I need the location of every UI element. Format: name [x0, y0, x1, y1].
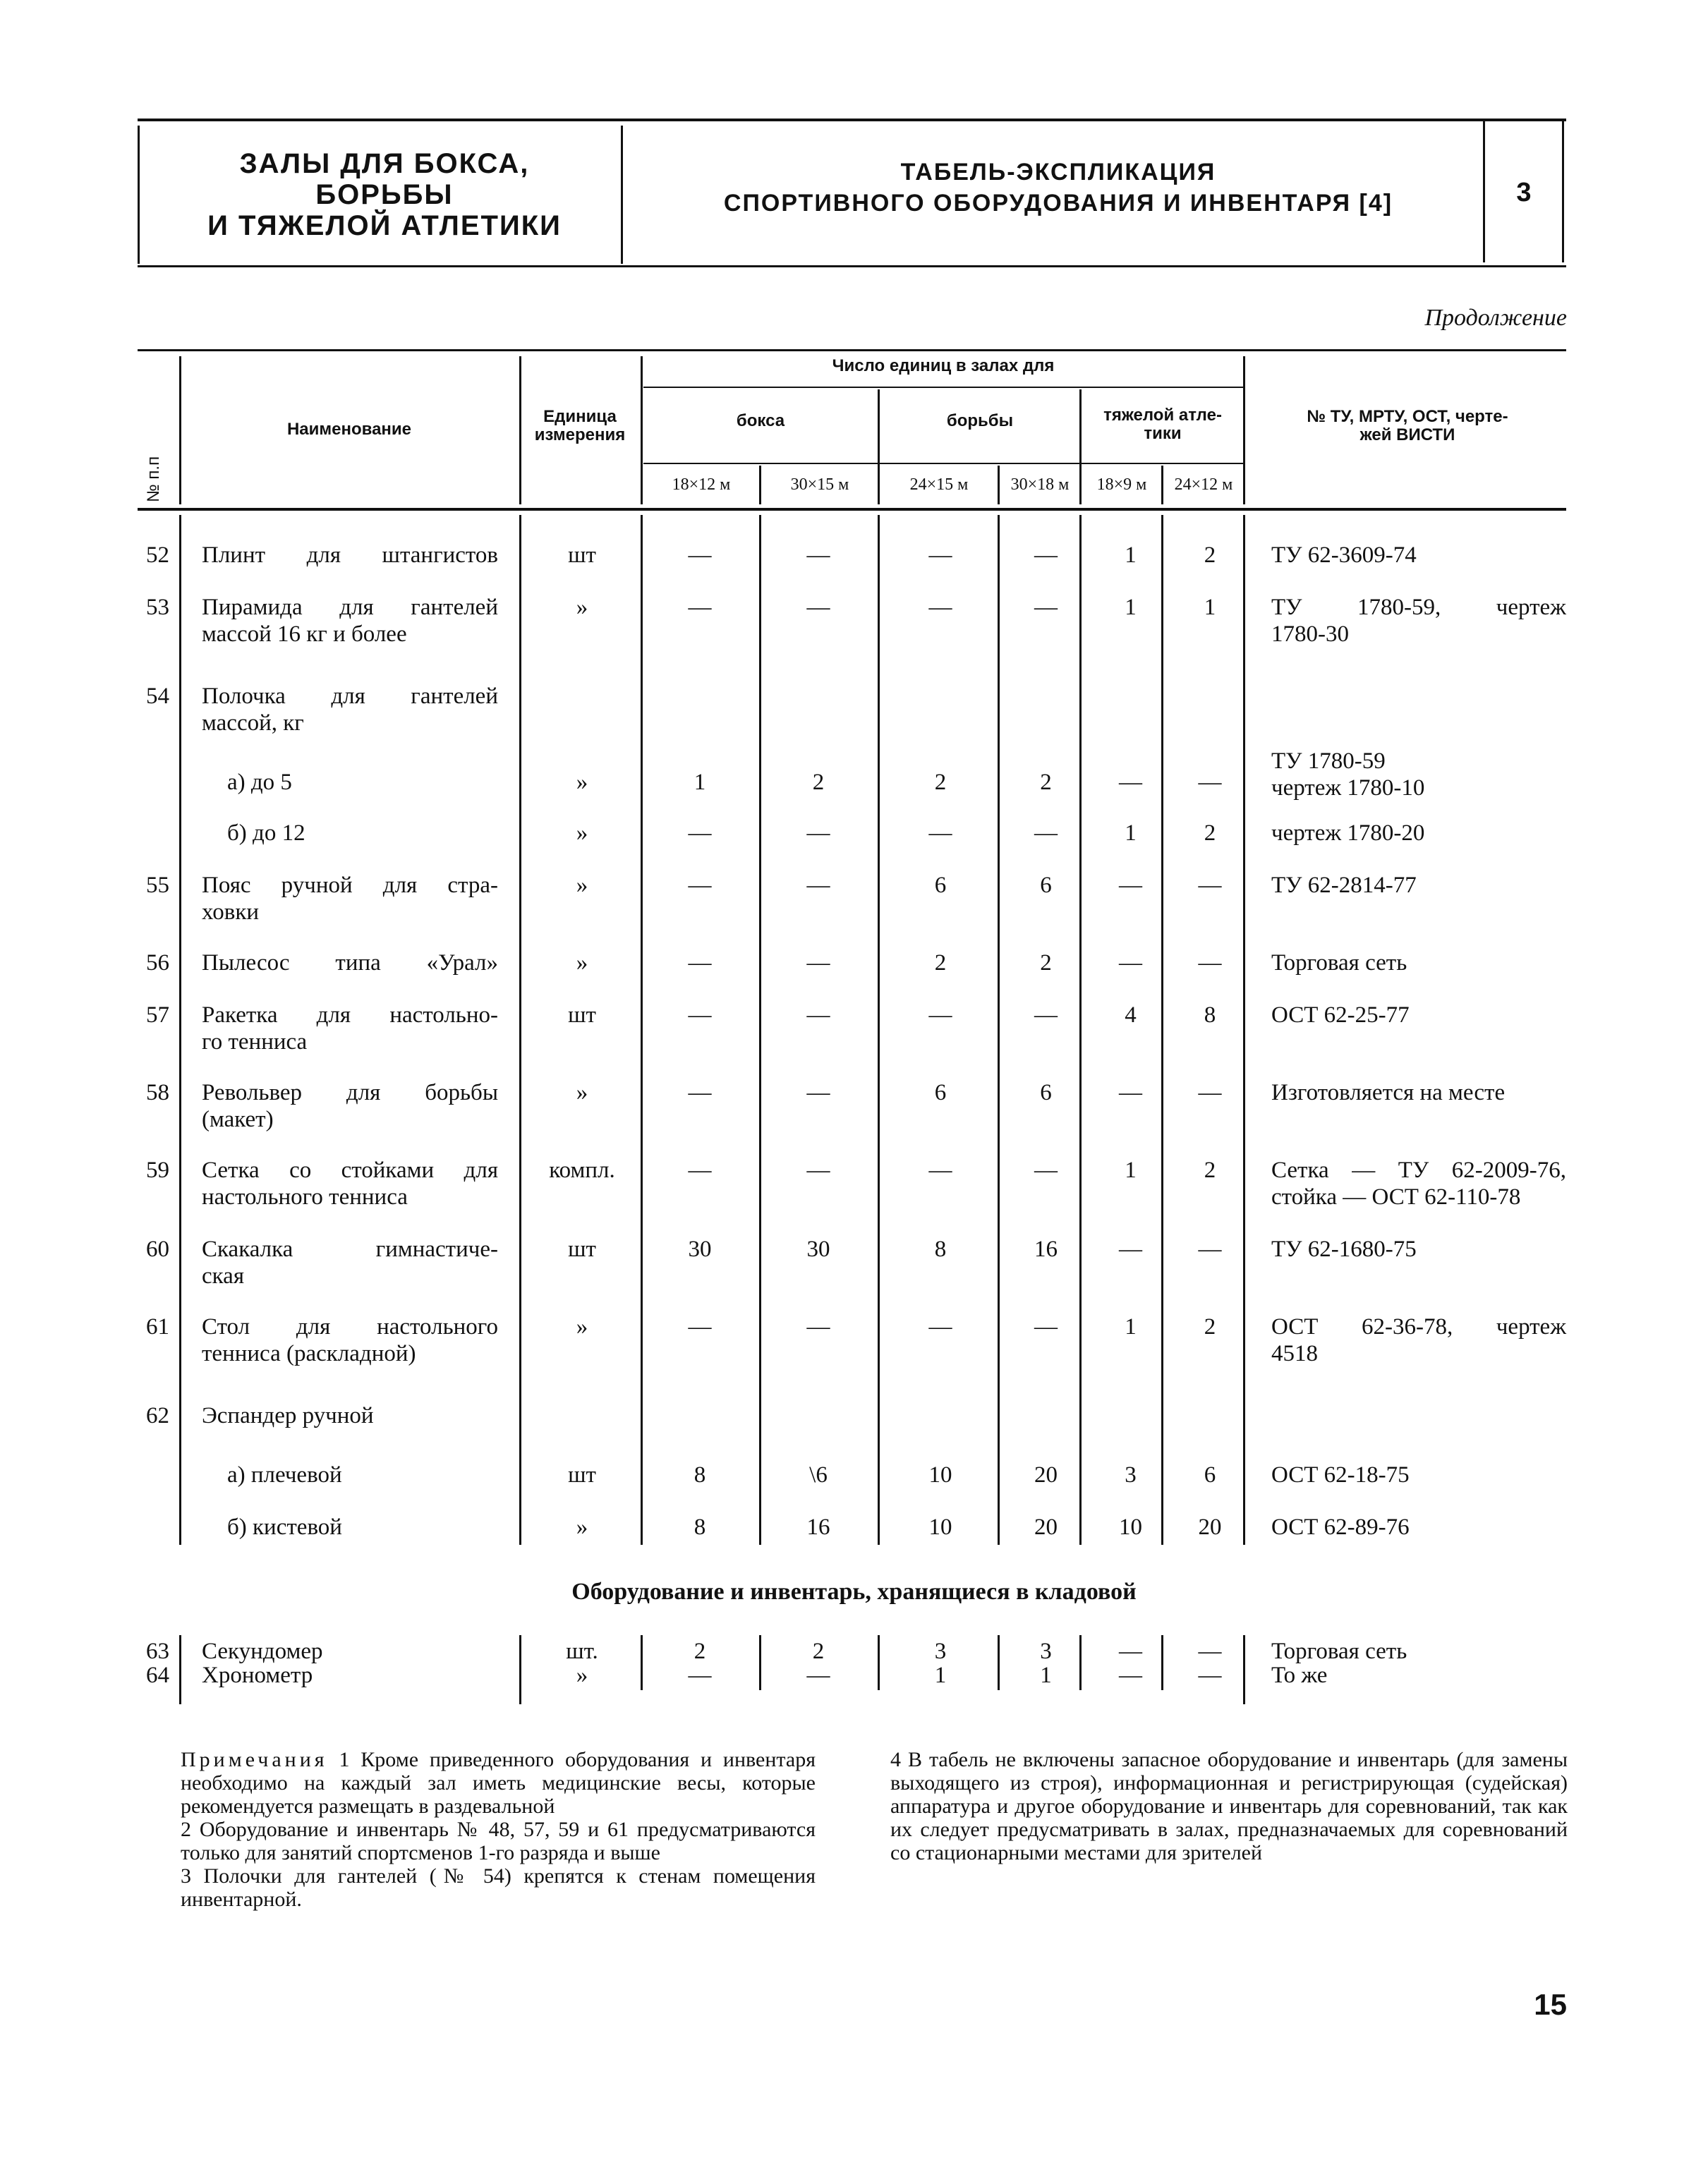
- row-value: —: [1198, 1080, 1222, 1105]
- row-number: 57: [146, 1002, 169, 1028]
- row-reference: [1271, 1157, 1566, 1210]
- col-header-boxing: бокса: [736, 411, 785, 430]
- row-value: 8: [1204, 1002, 1216, 1028]
- row-value: 2: [1204, 820, 1216, 846]
- row-value: 6: [1204, 1462, 1216, 1488]
- col-line-num: [179, 356, 181, 504]
- body-line-v2: [998, 515, 1000, 1545]
- row-name-line: а) до 5: [227, 770, 292, 795]
- note-4: 4 В табель не включены запасное оборудование и инвентарь (для замены выходящего из строя), информационная и регистрирующая (судейская) аппаратура и другое оборудование и инвентарь для соревнований, так как их следует предусматривать в залах, предназначаемых для соревнований со стационарными местами для зрителей: [890, 1748, 1568, 1864]
- row-reference-line: Торговая сеть: [1271, 950, 1407, 976]
- row-reference-line: 1780-30: [1271, 621, 1349, 647]
- header-divider-2: [1483, 121, 1485, 262]
- count-group-rule: [643, 387, 1244, 388]
- notes-label: Примечания: [181, 1748, 328, 1771]
- row-number: 56: [146, 950, 169, 976]
- row-name: [202, 1402, 498, 1429]
- page-number: 15: [1534, 1988, 1567, 2021]
- row-reference: [1271, 1514, 1566, 1541]
- row-reference-line: чертеж 1780-20: [1271, 820, 1425, 846]
- row-value: 30: [688, 1237, 712, 1262]
- row-reference-line: стойка — ОСТ 62-110-78: [1271, 1184, 1521, 1210]
- storage-row-value: —: [688, 1663, 712, 1688]
- storage-row-value: 1: [934, 1663, 947, 1688]
- row-name-line: массой, кг: [202, 710, 304, 736]
- row-unit: »: [576, 820, 588, 846]
- body-line-v4: [1161, 515, 1163, 1545]
- body-line-ref: [1243, 515, 1245, 1545]
- body-line-v1: [878, 515, 880, 1545]
- row-name-line: Пылесос типа «Урал»: [202, 950, 498, 976]
- storage-row-value: 3: [934, 1639, 947, 1664]
- row-value: —: [1119, 873, 1142, 898]
- note-3: 3 Полочки для гантелей (№ 54) крепятся к стенам помещения инвентарной.: [181, 1864, 816, 1911]
- row-value: —: [806, 595, 830, 620]
- row-value: 30: [806, 1237, 830, 1262]
- storage-row-value: —: [806, 1663, 830, 1688]
- storage-col-line: [1079, 1635, 1082, 1690]
- row-reference-line: ТУ 62-1680-75: [1271, 1237, 1417, 1262]
- size-18x9: 18×9 м: [1096, 475, 1147, 494]
- row-reference-line: ОСТ 62-18-75: [1271, 1462, 1410, 1488]
- table-header-bottom-rule: [138, 508, 1566, 511]
- row-value: 6: [934, 1080, 947, 1105]
- row-value: —: [1034, 1314, 1058, 1340]
- row-value: 1: [1125, 820, 1137, 846]
- row-value: 8: [934, 1237, 947, 1262]
- row-value: 2: [812, 770, 825, 795]
- size-24x12: 24×12 м: [1174, 475, 1233, 494]
- row-unit: шт: [568, 542, 596, 568]
- row-value: —: [928, 820, 952, 846]
- row-value: —: [1198, 873, 1222, 898]
- row-value: —: [1198, 1237, 1222, 1262]
- row-name-line: Сетка со стойками для: [202, 1158, 498, 1183]
- continuation-label: Продолжение: [1424, 305, 1567, 331]
- row-value: —: [806, 1080, 830, 1105]
- row-name-line: б) кистевой: [227, 1515, 342, 1540]
- storage-row-unit: шт.: [566, 1639, 598, 1664]
- row-value: —: [688, 820, 712, 846]
- row-value: —: [688, 1080, 712, 1105]
- row-value: 16: [806, 1515, 830, 1540]
- row-number: 62: [146, 1403, 169, 1428]
- row-value: —: [928, 1314, 952, 1340]
- storage-row-value: 3: [1040, 1639, 1052, 1664]
- col-header-unit: Единица измерения: [534, 407, 626, 444]
- row-value: —: [806, 1158, 830, 1183]
- storage-row-value: 2: [694, 1639, 706, 1664]
- storage-row-value: —: [1198, 1639, 1222, 1664]
- row-value: —: [806, 873, 830, 898]
- header-right-border: [1562, 121, 1564, 262]
- col-header-ref: № ТУ, МРТУ, ОСТ, черте- жей ВИСТИ: [1307, 407, 1508, 444]
- storage-col-line: [998, 1635, 1000, 1690]
- storage-row-name: Секундомер: [202, 1639, 323, 1664]
- row-unit: компл.: [549, 1158, 615, 1183]
- row-value: —: [806, 1002, 830, 1028]
- body-line-v0: [759, 515, 761, 1545]
- row-value: 6: [1040, 1080, 1052, 1105]
- row-value: —: [688, 595, 712, 620]
- row-name-line: массой 16 кг и более: [202, 621, 407, 647]
- row-unit: »: [576, 770, 588, 795]
- col-header-name: Наименование: [286, 420, 412, 439]
- row-reference: [1271, 872, 1566, 899]
- storage-col-line: [641, 1635, 643, 1690]
- note-2: 2 Оборудование и инвентарь № 48, 57, 59 и 61 предусматриваются только для занятий спортсменов 1-го разряда и выше: [181, 1818, 816, 1864]
- row-number: 58: [146, 1080, 169, 1105]
- storage-col-line: [179, 1635, 181, 1704]
- row-reference: [1271, 748, 1566, 801]
- row-unit: »: [576, 873, 588, 898]
- row-reference: [1271, 820, 1566, 846]
- storage-row-reference: То же: [1271, 1663, 1328, 1688]
- row-unit: »: [576, 950, 588, 976]
- row-name: [227, 820, 523, 846]
- row-name-line: Полочка для гантелей: [202, 684, 498, 709]
- row-value: 1: [1125, 595, 1137, 620]
- row-unit: шт: [568, 1002, 596, 1028]
- storage-row-number: 63: [146, 1639, 169, 1664]
- row-name: [202, 594, 498, 648]
- row-reference: [1271, 1002, 1566, 1028]
- row-value: 10: [1119, 1515, 1142, 1540]
- row-value: 8: [694, 1462, 706, 1488]
- row-name: [202, 1079, 498, 1133]
- note-1: 1 Кроме приведенного оборудования и инвентаря необходимо на каждый зал иметь медицинские весы, которые рекомендуется размещать в раздевальной: [181, 1748, 816, 1818]
- row-reference-line: 4518: [1271, 1341, 1318, 1366]
- row-value: 1: [1125, 1314, 1137, 1340]
- row-name-line: а) плечевой: [227, 1462, 342, 1488]
- size-30x15: 30×15 м: [790, 475, 849, 494]
- row-reference-line: ТУ 62-2814-77: [1271, 873, 1417, 898]
- row-value: 1: [694, 770, 706, 795]
- row-value: 6: [934, 873, 947, 898]
- storage-row-value: —: [1119, 1639, 1142, 1664]
- row-reference-line: ТУ 1780-59, чертеж: [1271, 595, 1566, 620]
- row-name-line: ская: [202, 1263, 245, 1289]
- row-reference-line: ОСТ 62-36-78, чертеж: [1271, 1314, 1566, 1340]
- row-value: 3: [1125, 1462, 1137, 1488]
- row-value: —: [688, 1314, 712, 1340]
- row-name-line: (макет): [202, 1107, 274, 1132]
- row-name: [202, 949, 498, 976]
- row-name-line: го тенниса: [202, 1029, 308, 1055]
- row-number: 61: [146, 1314, 169, 1340]
- row-unit: шт: [568, 1237, 596, 1262]
- row-name-line: Пояс ручной для стра-: [202, 873, 498, 898]
- storage-row-unit: »: [576, 1663, 588, 1688]
- row-name-line: Ракетка для настольно-: [202, 1002, 498, 1028]
- row-value: 10: [928, 1515, 952, 1540]
- row-reference-line: ТУ 1780-59: [1271, 748, 1386, 774]
- col-line-size-3: [998, 466, 1000, 504]
- row-value: —: [688, 542, 712, 568]
- row-value: —: [1034, 595, 1058, 620]
- row-value: —: [1198, 950, 1222, 976]
- row-value: 20: [1034, 1515, 1058, 1540]
- row-reference: [1271, 1462, 1566, 1488]
- row-number: 53: [146, 595, 169, 620]
- row-unit: шт: [568, 1462, 596, 1488]
- row-value: —: [688, 873, 712, 898]
- header-left-border: [138, 126, 140, 264]
- row-value: 2: [1040, 770, 1052, 795]
- col-header-num: № п.п: [144, 456, 163, 502]
- row-name: [202, 1157, 498, 1210]
- row-name: [202, 542, 498, 569]
- row-name: [202, 1002, 498, 1055]
- row-reference-line: Сетка — ТУ 62-2009-76,: [1271, 1158, 1566, 1183]
- row-name-line: тенниса (раскладной): [202, 1341, 416, 1366]
- storage-col-line: [519, 1635, 521, 1704]
- row-name: [227, 769, 523, 796]
- row-value: —: [806, 1314, 830, 1340]
- row-number: 52: [146, 542, 169, 568]
- row-value: \6: [809, 1462, 828, 1488]
- row-reference: [1271, 594, 1566, 648]
- row-name: [202, 1313, 498, 1367]
- row-name: [202, 1236, 498, 1289]
- row-reference: [1271, 949, 1566, 976]
- row-value: —: [928, 1002, 952, 1028]
- row-unit: »: [576, 595, 588, 620]
- col-line-unit: [641, 356, 643, 504]
- row-value: 2: [1204, 542, 1216, 568]
- col-header-count-group: Число единиц в залах для: [832, 356, 1055, 375]
- col-header-wrestling: борьбы: [946, 411, 1014, 430]
- col-line-size-5: [1161, 466, 1163, 504]
- row-number: 60: [146, 1237, 169, 1262]
- row-value: 20: [1034, 1462, 1058, 1488]
- storage-col-line: [878, 1635, 880, 1690]
- row-name: [227, 1514, 523, 1541]
- sheet-number: 3: [1516, 178, 1532, 207]
- row-number: 59: [146, 1158, 169, 1183]
- col-line-wrestling: [1079, 389, 1082, 504]
- row-name-line: Пирамида для гантелей: [202, 595, 498, 620]
- row-name-line: Револьвер для борьбы: [202, 1080, 498, 1105]
- storage-row-value: —: [1198, 1663, 1222, 1688]
- header-bottom-rule: [138, 265, 1566, 267]
- row-value: 4: [1125, 1002, 1137, 1028]
- row-value: —: [1034, 1158, 1058, 1183]
- row-name-line: Плинт для штангистов: [202, 542, 498, 568]
- row-name-line: Стол для настольного: [202, 1314, 498, 1340]
- row-value: —: [1198, 770, 1222, 795]
- storage-row-reference: Торговая сеть: [1271, 1639, 1407, 1664]
- row-value: —: [806, 950, 830, 976]
- col-line-boxing: [878, 389, 880, 504]
- row-value: 2: [1040, 950, 1052, 976]
- header-top-rule: [138, 119, 1566, 121]
- row-number: 54: [146, 684, 169, 709]
- row-value: 16: [1034, 1237, 1058, 1262]
- row-name-line: Скакалка гимнастиче-: [202, 1237, 498, 1262]
- row-reference-line: Изготовляется на месте: [1271, 1080, 1506, 1105]
- section-title: ЗАЛЫ ДЛЯ БОКСА, БОРЬБЫ И ТЯЖЕЛОЙ АТЛЕТИКИ: [207, 148, 562, 241]
- col-line-ref: [1243, 356, 1245, 504]
- body-line-num: [179, 515, 181, 1545]
- col-line-size-1: [759, 466, 761, 504]
- row-value: —: [1034, 1002, 1058, 1028]
- row-value: —: [688, 1002, 712, 1028]
- row-value: 2: [1204, 1158, 1216, 1183]
- row-value: —: [928, 1158, 952, 1183]
- row-value: 2: [934, 950, 947, 976]
- row-name-line: настольного тенниса: [202, 1184, 408, 1210]
- row-value: —: [1034, 542, 1058, 568]
- row-value: —: [688, 1158, 712, 1183]
- row-value: 2: [1204, 1314, 1216, 1340]
- storage-col-line: [759, 1635, 761, 1690]
- row-reference: [1271, 542, 1566, 569]
- row-unit: »: [576, 1314, 588, 1340]
- storage-row-value: 2: [812, 1639, 825, 1664]
- row-name: [202, 683, 498, 736]
- size-18x12: 18×12 м: [672, 475, 731, 494]
- row-value: 20: [1198, 1515, 1222, 1540]
- row-value: —: [1119, 1237, 1142, 1262]
- row-value: —: [688, 950, 712, 976]
- row-value: —: [1119, 1080, 1142, 1105]
- row-value: 1: [1204, 595, 1216, 620]
- row-name: [202, 872, 498, 925]
- row-name-line: Эспандер ручной: [202, 1403, 374, 1428]
- body-line-v3: [1079, 515, 1082, 1545]
- storage-row-name: Хронометр: [202, 1663, 313, 1688]
- size-30x18: 30×18 м: [1010, 475, 1070, 494]
- row-value: 2: [934, 770, 947, 795]
- row-value: —: [1119, 950, 1142, 976]
- body-line-name: [519, 515, 521, 1545]
- row-reference-line: ТУ 62-3609-74: [1271, 542, 1417, 568]
- row-unit: »: [576, 1080, 588, 1105]
- row-value: —: [1119, 770, 1142, 795]
- row-name-line: ховки: [202, 899, 260, 925]
- row-value: 1: [1125, 1158, 1137, 1183]
- body-line-unit: [641, 515, 643, 1545]
- row-number: 55: [146, 873, 169, 898]
- document-title: ТАБЕЛЬ-ЭКСПЛИКАЦИЯ СПОРТИВНОГО ОБОРУДОВАНИЯ И ИНВЕНТАРЯ [4]: [723, 159, 1393, 217]
- row-name-line: б) до 12: [227, 820, 305, 846]
- storage-row-value: 1: [1040, 1663, 1052, 1688]
- row-reference: [1271, 1313, 1566, 1367]
- row-reference: [1271, 1079, 1566, 1106]
- row-value: 6: [1040, 873, 1052, 898]
- row-value: —: [806, 542, 830, 568]
- storage-row-number: 64: [146, 1663, 169, 1688]
- row-name: [227, 1462, 523, 1488]
- table-top-rule: [138, 349, 1566, 351]
- storage-row-value: —: [1119, 1663, 1142, 1688]
- sizes-rule: [643, 463, 1244, 464]
- row-value: —: [928, 542, 952, 568]
- storage-section-title: Оборудование и инвентарь, хранящиеся в кладовой: [571, 1579, 1137, 1605]
- notes-right-column: [890, 1748, 1568, 1864]
- row-value: 1: [1125, 542, 1137, 568]
- storage-col-line: [1243, 1635, 1245, 1704]
- row-reference-line: чертеж 1780-10: [1271, 775, 1425, 801]
- row-value: —: [1034, 820, 1058, 846]
- row-value: —: [806, 820, 830, 846]
- row-value: 8: [694, 1515, 706, 1540]
- size-24x15: 24×15 м: [909, 475, 969, 494]
- row-unit: »: [576, 1515, 588, 1540]
- col-header-weightlifting: тяжелой атле- тики: [1103, 406, 1222, 443]
- storage-col-line: [1161, 1635, 1163, 1690]
- notes-left-column: [181, 1748, 816, 1911]
- row-reference-line: ОСТ 62-89-76: [1271, 1515, 1410, 1540]
- row-value: 10: [928, 1462, 952, 1488]
- row-value: —: [928, 595, 952, 620]
- row-reference-line: ОСТ 62-25-77: [1271, 1002, 1410, 1028]
- row-reference: [1271, 1236, 1566, 1263]
